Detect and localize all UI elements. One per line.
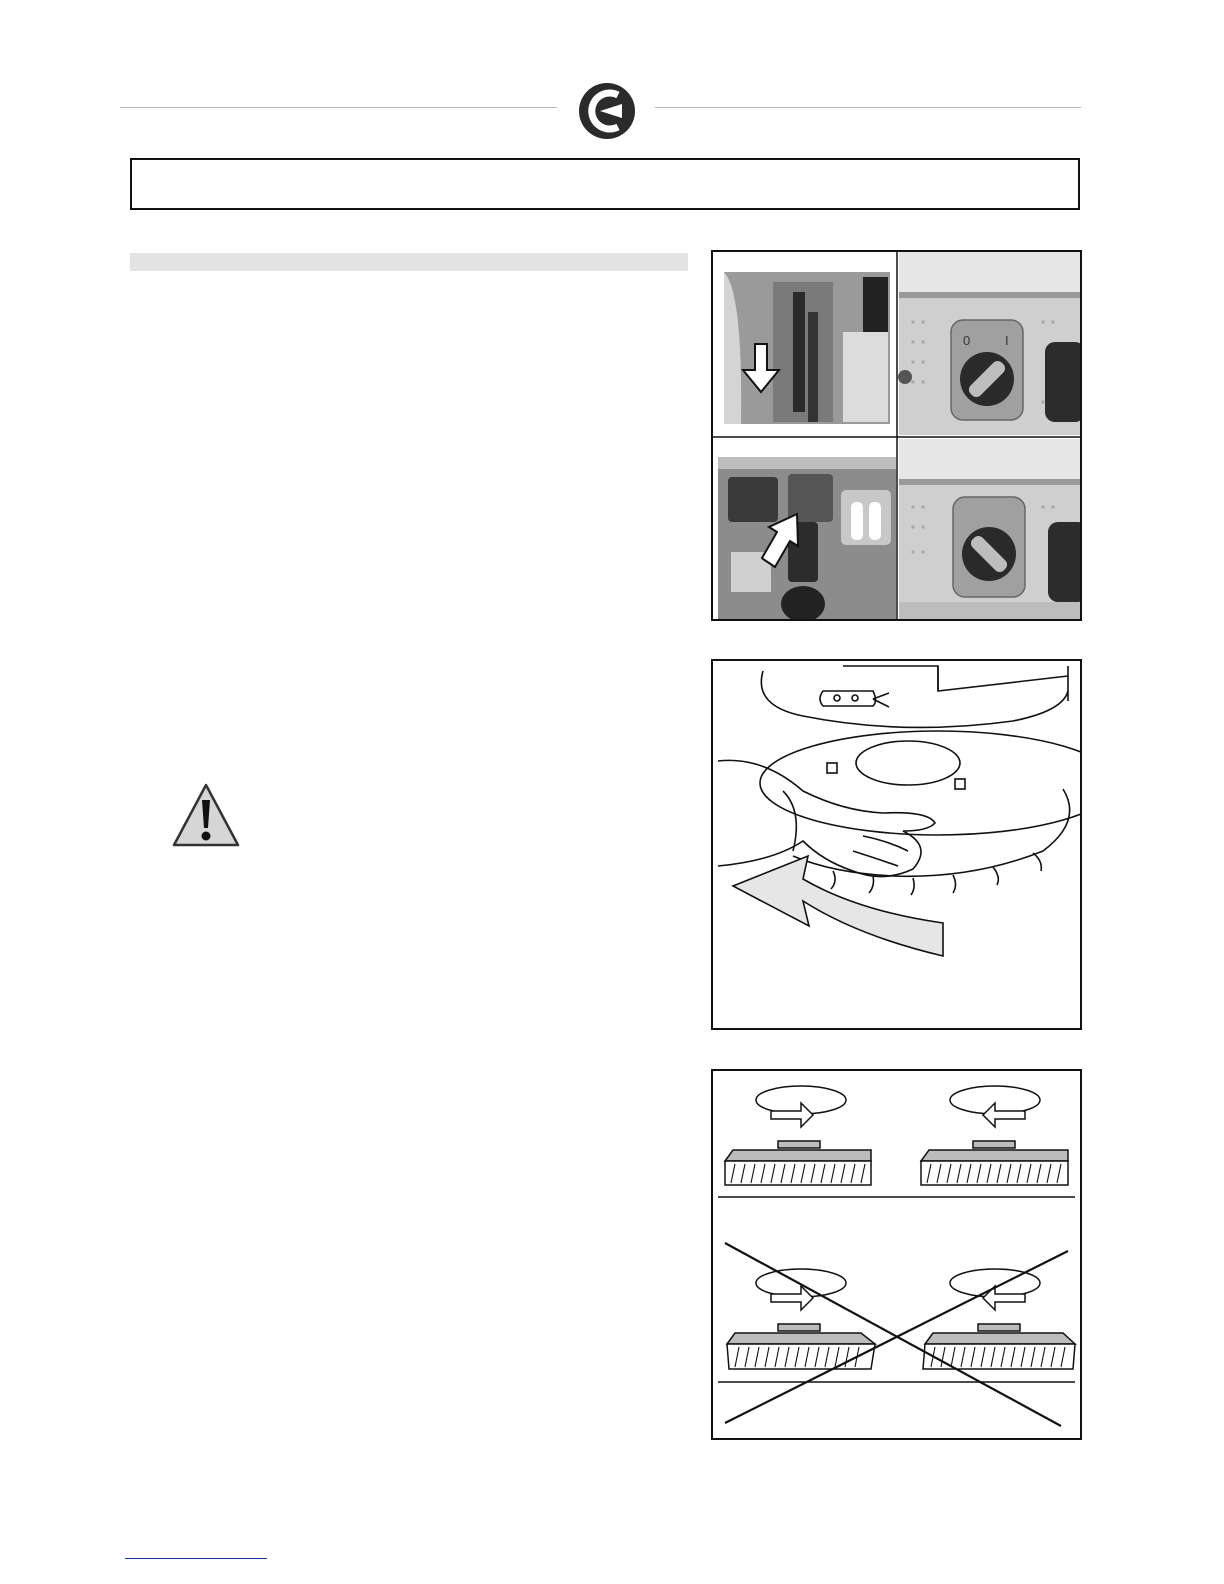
- lever-up-photo: [718, 457, 896, 619]
- key-label-on: I: [1005, 333, 1009, 348]
- brand-logo-icon: [578, 80, 636, 142]
- lever-down-photo: [724, 272, 890, 424]
- footer-link-underline: [125, 1558, 267, 1559]
- header-rule-left: [120, 107, 557, 108]
- rotation-arrow-right-correct: [950, 1086, 1040, 1127]
- page-title-box: [130, 158, 1080, 210]
- figure-control-panel-photos: [711, 250, 1082, 621]
- header-rule-right: [655, 107, 1081, 108]
- section-heading-bar: [130, 253, 688, 271]
- warning-triangle-icon: [171, 782, 241, 850]
- key-switch-off-photo: [898, 252, 1080, 435]
- figure-brush-rotation: [711, 1069, 1082, 1440]
- key-label-off: 0: [963, 333, 971, 348]
- key-switch-on-photo: [899, 439, 1080, 619]
- figure-brush-mounting: [711, 659, 1082, 1030]
- rotation-arrow-left-correct: [756, 1086, 846, 1127]
